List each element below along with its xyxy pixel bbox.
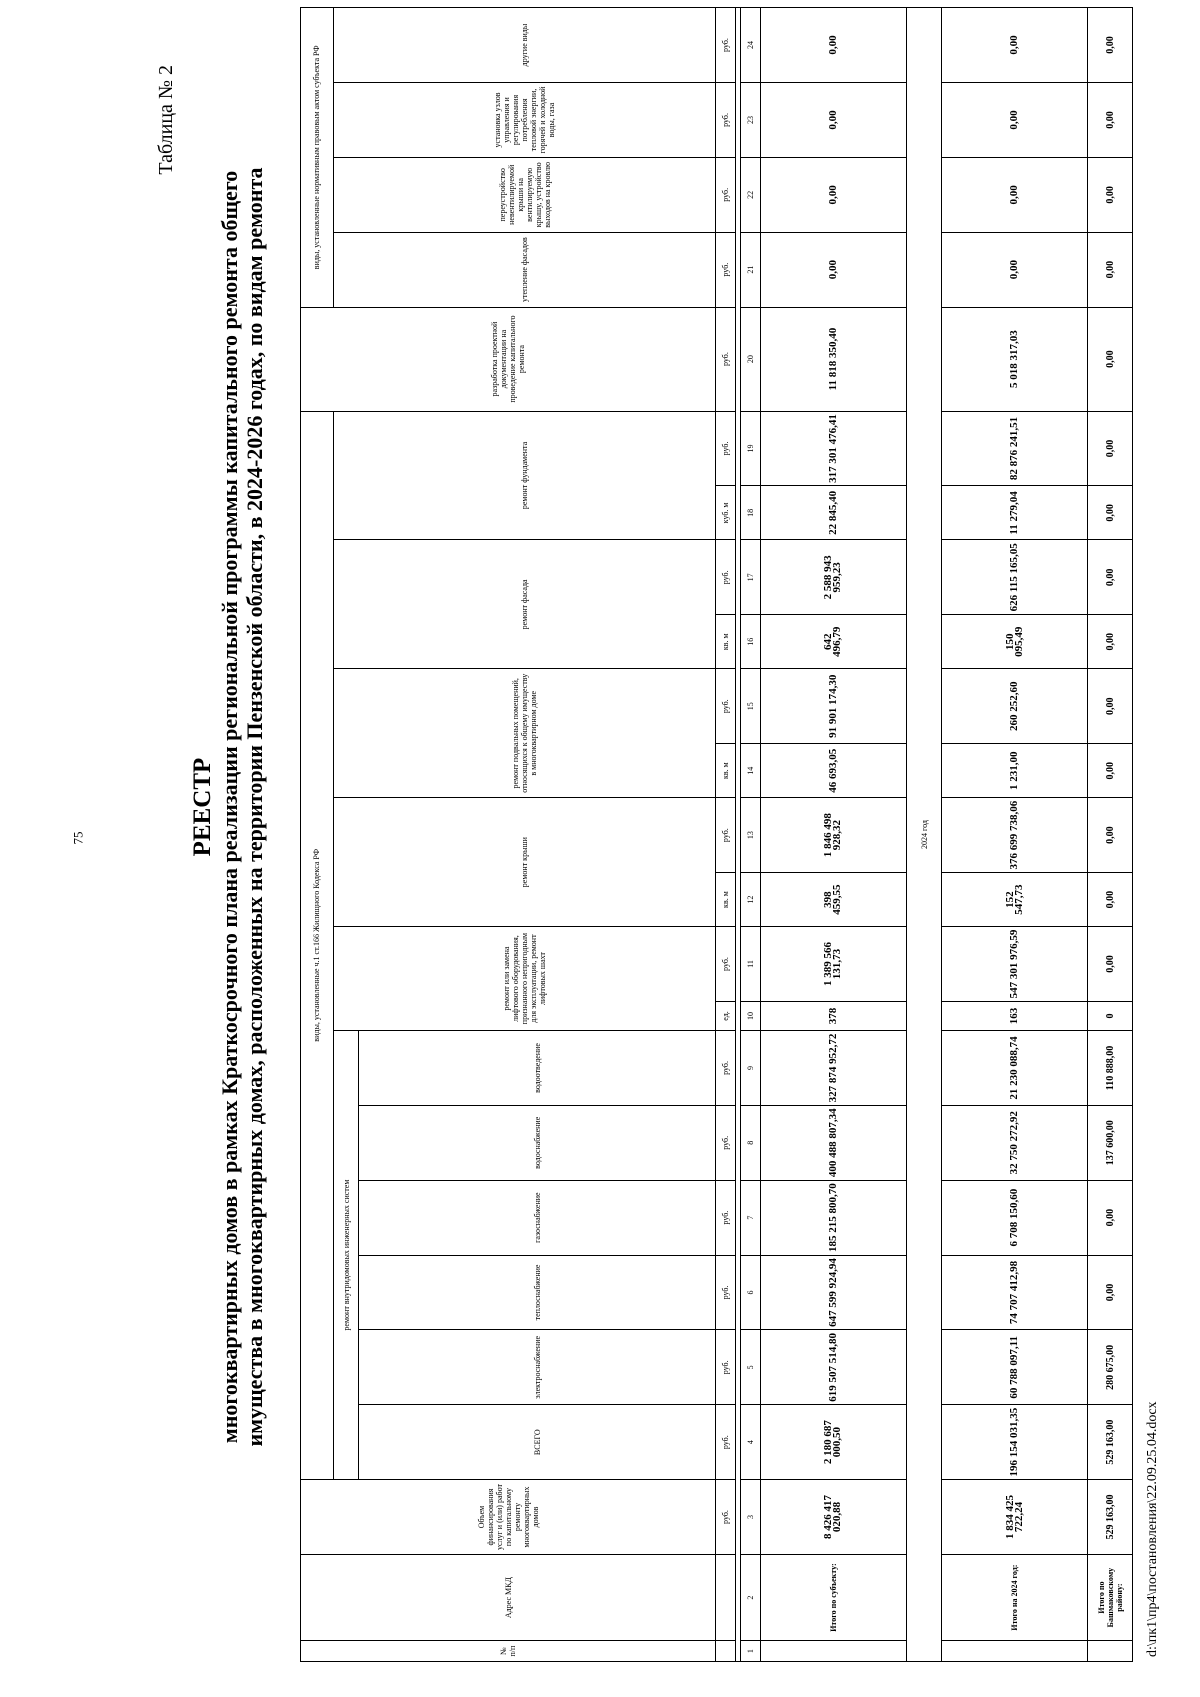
col-number: 23: [740, 83, 760, 158]
table-cell: 137 600,00: [1088, 1105, 1133, 1180]
header-basement: ремонт подвальных помещений, относящихся к общему имуществу в многоквартирном доме: [333, 669, 716, 798]
table-cell: 22 845,40: [760, 486, 906, 540]
registry-table: [300, 7, 1133, 1662]
table-cell: 2 180 687 000,50: [760, 1405, 906, 1480]
table-cell: 0,00: [942, 157, 1088, 232]
col-number: 10: [740, 1001, 760, 1030]
page-number: 75: [70, 831, 86, 845]
col-number: 12: [740, 873, 760, 927]
table-cell: 400 488 807,34: [760, 1105, 906, 1180]
table-cell: 8 426 417 020,88: [760, 1480, 906, 1555]
header-elevator: ремонт или замена лифтового оборудования, признанного непригодным для эксплуатации, ремонт лифтовых шахт: [333, 927, 716, 1031]
table-cell: 0,00: [942, 83, 1088, 158]
table-cell: [760, 1641, 906, 1662]
col-number: 2: [740, 1554, 760, 1640]
table-cell: 0,00: [942, 8, 1088, 83]
table-cell: 529 163,00: [1088, 1405, 1133, 1480]
column-number-row: [740, 8, 760, 1662]
table-cell: 642 496,79: [760, 615, 906, 669]
table-cell: 0,00: [1088, 927, 1133, 1002]
year-heading: 2024 год: [907, 8, 942, 1662]
table-cell: 0,00: [760, 157, 906, 232]
unit-cell: руб.: [716, 540, 736, 615]
header-water-drain: водоотведение: [359, 1031, 716, 1106]
table-cell: 378: [760, 1001, 906, 1030]
table-cell: 0,00: [1088, 232, 1133, 307]
header-water-supply: водоснабжение: [359, 1105, 716, 1180]
col-number: 3: [740, 1480, 760, 1555]
unit-cell: руб.: [716, 1031, 736, 1106]
unit-cell: руб.: [716, 1405, 736, 1480]
col-number: 19: [740, 411, 760, 486]
unit-cell: [716, 1554, 736, 1640]
table-cell: 46 693,05: [760, 744, 906, 798]
unit-cell: руб.: [716, 1255, 736, 1330]
unit-cell: руб.: [716, 157, 736, 232]
header-other: другие виды: [333, 8, 716, 83]
district-total-row: [1088, 8, 1133, 1662]
table-cell: 0,00: [1088, 669, 1133, 744]
units-row: [716, 8, 736, 1662]
col-number: 4: [740, 1405, 760, 1480]
col-number: 1: [740, 1641, 760, 1662]
header-scheme-change: переустройство невентилируемой крыши на вентилируемую крышу, устройство выходов на кровлю: [333, 157, 716, 232]
year-heading-row: [907, 8, 942, 1662]
table-cell: 0,00: [1088, 486, 1133, 540]
table-cell: 647 599 924,94: [760, 1255, 906, 1330]
unit-cell: руб.: [716, 411, 736, 486]
table-cell: 529 163,00: [1088, 1480, 1133, 1555]
table-cell: 0,00: [1088, 307, 1133, 411]
row-label: Итого по субъекту:: [760, 1554, 906, 1640]
table-cell: 11 818 350,40: [760, 307, 906, 411]
col-number: 22: [740, 157, 760, 232]
col-number: 6: [740, 1255, 760, 1330]
table-cell: 327 874 952,72: [760, 1031, 906, 1106]
table-cell: 0,00: [942, 232, 1088, 307]
year-total-row: [942, 8, 1088, 1662]
header-heat: теплоснабжение: [359, 1255, 716, 1330]
subject-total-row: [760, 8, 906, 1662]
table-cell: [942, 1641, 1088, 1662]
header-num: № п/п: [301, 1641, 716, 1662]
header-design: разработка проектной документации на проведение капитального ремонта: [301, 307, 716, 411]
table-cell: 398 459,55: [760, 873, 906, 927]
table-cell: 0,00: [1088, 157, 1133, 232]
col-number: 20: [740, 307, 760, 411]
table-cell: [1088, 1641, 1133, 1662]
header-roof: ремонт крыши: [333, 798, 716, 927]
header-electro: электроснабжение: [359, 1330, 716, 1405]
unit-cell: руб.: [716, 1330, 736, 1405]
table-cell: 0,00: [1088, 1180, 1133, 1255]
col-number: 21: [740, 232, 760, 307]
unit-cell: руб.: [716, 83, 736, 158]
table-cell: 110 888,00: [1088, 1031, 1133, 1106]
col-number: 17: [740, 540, 760, 615]
table-cell: 2 588 943 959,23: [760, 540, 906, 615]
unit-cell: кв. м: [716, 615, 736, 669]
col-number: 14: [740, 744, 760, 798]
col-number: 24: [740, 8, 760, 83]
row-label: Итого на 2024 год:: [942, 1554, 1088, 1640]
table-cell: 280 675,00: [1088, 1330, 1133, 1405]
table-cell: 0,00: [1088, 744, 1133, 798]
table-cell: 196 154 031,35: [942, 1405, 1088, 1480]
table-cell: 376 699 738,06: [942, 798, 1088, 873]
col-number: 5: [740, 1330, 760, 1405]
table-cell: 1 231,00: [942, 744, 1088, 798]
header-gas: газоснабжение: [359, 1180, 716, 1255]
col-number: 9: [740, 1031, 760, 1106]
table-cell: 547 301 976,59: [942, 927, 1088, 1002]
table-cell: 317 301 476,41: [760, 411, 906, 486]
col-number: 7: [740, 1180, 760, 1255]
header-group-housing-code: виды, установленные ч.1 ст.166 Жилищного Кодекса РФ: [301, 411, 334, 1480]
unit-cell: руб.: [716, 232, 736, 307]
table-cell: 32 750 272,92: [942, 1105, 1088, 1180]
unit-cell: руб.: [716, 1480, 736, 1555]
table-cell: 626 115 165,05: [942, 540, 1088, 615]
title-head: РЕЕСТР: [189, 757, 216, 857]
row-label: Итого по Башмаковскому району:: [1088, 1554, 1133, 1640]
col-number: 16: [740, 615, 760, 669]
table-cell: 0,00: [1088, 411, 1133, 486]
table-cell: 1 389 566 131,73: [760, 927, 906, 1002]
col-number: 13: [740, 798, 760, 873]
table-cell: 0,00: [1088, 798, 1133, 873]
unit-cell: руб.: [716, 1105, 736, 1180]
col-number: 11: [740, 927, 760, 1002]
table-label: Таблица № 2: [155, 65, 177, 175]
table-cell: 60 788 097,11: [942, 1330, 1088, 1405]
header-facade: ремонт фасада: [333, 540, 716, 669]
col-number: 15: [740, 669, 760, 744]
table-cell: 1 834 425 722,24: [942, 1480, 1088, 1555]
unit-cell: ед.: [716, 1001, 736, 1030]
unit-cell: кв. м: [716, 744, 736, 798]
header-address: Адрес МКД: [301, 1554, 716, 1640]
table-cell: 11 279,04: [942, 486, 1088, 540]
table-cell: 619 507 514,80: [760, 1330, 906, 1405]
header-financing: Объем финансирования услуг и (или) работ по капитальному ремонту многоквартирных домов: [301, 1480, 716, 1555]
unit-cell: [716, 1641, 736, 1662]
col-number: 18: [740, 486, 760, 540]
table-cell: 0,00: [760, 8, 906, 83]
header-total-all: ВСЕГО: [359, 1405, 716, 1480]
table-cell: 0,00: [1088, 873, 1133, 927]
unit-cell: руб.: [716, 798, 736, 873]
header-insulation: утепление фасадов: [333, 232, 716, 307]
unit-cell: руб.: [716, 1180, 736, 1255]
table-cell: 0,00: [760, 83, 906, 158]
table-cell: 21 230 088,74: [942, 1031, 1088, 1106]
header-foundation: ремонт фундамента: [333, 411, 716, 540]
title-line-1: многоквартирных домов в рамках Краткосрочного плана реализации региональной программы капитального ремонта общего: [217, 170, 242, 1444]
unit-cell: руб.: [716, 8, 736, 83]
document-title: [190, 157, 267, 1457]
table-cell: 152 547,73: [942, 873, 1088, 927]
col-number: 8: [740, 1105, 760, 1180]
header-meters: установка узлов управления и регулирования потребления тепловой энергии, горячей и холодной воды, газа: [333, 83, 716, 158]
unit-cell: руб.: [716, 927, 736, 1002]
table-cell: 0,00: [760, 232, 906, 307]
table-cell: 0: [1088, 1001, 1133, 1030]
unit-cell: куб. м: [716, 486, 736, 540]
table-cell: 0,00: [1088, 615, 1133, 669]
table-cell: 0,00: [1088, 8, 1133, 83]
unit-cell: руб.: [716, 307, 736, 411]
table-cell: 185 215 800,70: [760, 1180, 906, 1255]
title-line-2: имущества в многоквартирных домах, расположенных на территории Пензенской области, в 2024-2026 годах, по видам ремонта: [242, 167, 267, 1447]
table-cell: 5 018 317,03: [942, 307, 1088, 411]
table-cell: 0,00: [1088, 540, 1133, 615]
table-cell: 82 876 241,51: [942, 411, 1088, 486]
header-group-subject: виды, установленные нормативным правовым актом субъекта РФ: [301, 8, 334, 308]
table-cell: 74 707 412,98: [942, 1255, 1088, 1330]
table-cell: 6 708 150,60: [942, 1180, 1088, 1255]
table-cell: 150 095,49: [942, 615, 1088, 669]
footer-file-path: d:\пк1\пр4\постановления\22.09.25.04.docx: [1145, 1401, 1160, 1657]
table-cell: 1 846 498 928,32: [760, 798, 906, 873]
unit-cell: руб.: [716, 669, 736, 744]
unit-cell: кв. м: [716, 873, 736, 927]
table-cell: 260 252,60: [942, 669, 1088, 744]
header-group-networks: ремонт внутридомовых инженерных систем: [333, 1031, 359, 1480]
table-cell: 0,00: [1088, 83, 1133, 158]
table-cell: 0,00: [1088, 1255, 1133, 1330]
table-cell: 163: [942, 1001, 1088, 1030]
table-cell: 91 901 174,30: [760, 669, 906, 744]
